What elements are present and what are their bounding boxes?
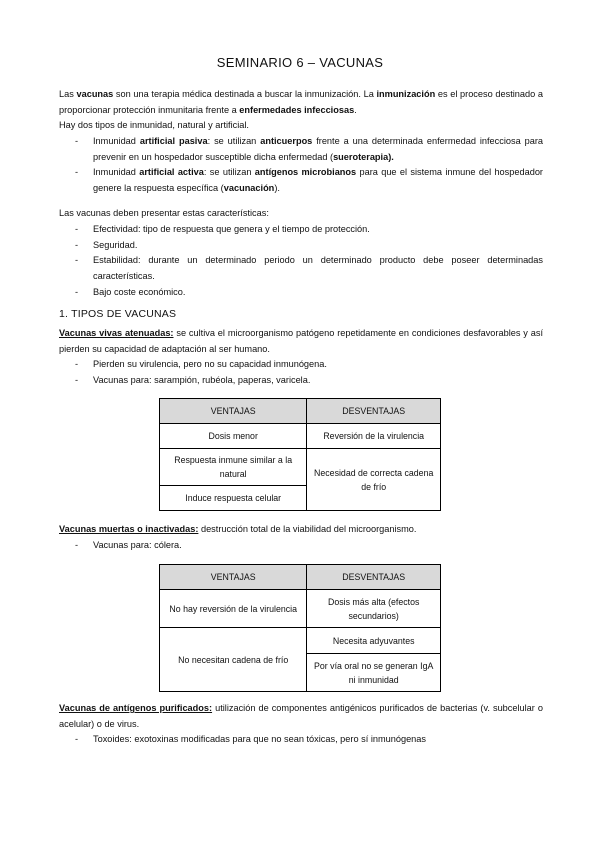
text: Las xyxy=(59,89,77,99)
bullet-dash: - xyxy=(75,540,79,550)
bullet-dash: - xyxy=(75,734,79,744)
section-heading: 1. TIPOS DE VACUNAS xyxy=(59,308,177,320)
text: Inmunidad xyxy=(93,136,140,146)
table-header: DESVENTAJAS xyxy=(307,565,441,590)
bullet-dash: - xyxy=(75,240,79,250)
bold-term: artificial activa xyxy=(139,167,204,177)
text: Inmunidad xyxy=(93,167,140,177)
live-bullet: Vacunas para: sarampión, rubéola, paperas, varicela. xyxy=(93,375,311,385)
bold-term: sueroterapia). xyxy=(333,151,394,162)
text: ). xyxy=(274,182,280,193)
table-cell: Dosis menor xyxy=(160,424,307,449)
table-header: DESVENTAJAS xyxy=(307,399,441,424)
text: para que el sistema inmune del hospedador genere la respuesta específica ( xyxy=(93,167,543,193)
live-vaccines-table xyxy=(159,398,441,511)
table-cell: Necesidad de correcta cadena de frío xyxy=(307,449,441,511)
dead-vaccines-table xyxy=(159,564,441,692)
text: : se utilizan xyxy=(207,136,261,146)
table-header: VENTAJAS xyxy=(160,399,307,424)
text: frente a una determinada enfermedad infecciosa para prevenir en un hospedador susceptible dicha enfermedad ( xyxy=(93,136,544,162)
bullet-dash: - xyxy=(75,287,79,297)
bold-term: enfermedades infecciosas xyxy=(239,104,355,115)
dead-vaccines-paragraph xyxy=(59,522,543,538)
text: : se utilizan xyxy=(203,167,255,177)
table-cell: Induce respuesta celular xyxy=(160,486,307,511)
table-cell: Respuesta inmune similar a la natural xyxy=(160,449,307,486)
bold-term: vacunas xyxy=(76,89,114,99)
bold-term: artificial pasiva xyxy=(139,136,208,146)
characteristic-item: Bajo coste económico. xyxy=(93,287,186,297)
purified-bullet: Toxoides: exotoxinas modificadas para que no sean tóxicas, pero sí inmunógenas xyxy=(93,734,426,744)
bullet-dash: - xyxy=(75,136,79,146)
bold-term: vacunación xyxy=(223,182,275,193)
dead-bullet: Vacunas para: cólera. xyxy=(93,540,182,550)
immunity-types-line: Hay dos tipos de inmunidad, natural y artificial. xyxy=(59,120,249,130)
purified-vaccines-paragraph xyxy=(59,701,543,732)
table-cell: Por vía oral no se generan IgA ni inmunidad xyxy=(307,654,441,692)
text: es el proceso destinado a proporcionar protección inmunitaria frente a xyxy=(59,89,543,115)
bullet-dash: - xyxy=(75,359,79,369)
table-cell: Dosis más alta (efectos secundarios) xyxy=(307,590,441,628)
text: . xyxy=(354,104,357,115)
underlined-term: Vacunas vivas atenuadas: xyxy=(59,328,174,338)
table-cell: Necesita adyuvantes xyxy=(307,628,441,654)
characteristics-intro: Las vacunas deben presentar estas características: xyxy=(59,208,269,218)
page-title: SEMINARIO 6 – VACUNAS xyxy=(216,55,384,70)
table-header: VENTAJAS xyxy=(160,565,307,590)
underlined-term: Vacunas de antígenos purificados: xyxy=(59,703,213,713)
text: son una terapia médica destinada a buscar la inmunización. La xyxy=(113,89,377,99)
characteristic-item: Seguridad. xyxy=(93,240,138,250)
bold-term: anticuerpos xyxy=(260,136,313,146)
bullet-active-immunity xyxy=(93,165,543,196)
live-bullet: Pierden su virulencia, pero no su capacidad inmunógena. xyxy=(93,359,327,369)
table-cell: Reversión de la virulencia xyxy=(307,424,441,449)
bullet-dash: - xyxy=(75,255,79,265)
bullet-dash: - xyxy=(75,224,79,234)
text: utilización de componentes antigénicos purificados de bacterias (v. subcelular o acelular) o de virus. xyxy=(59,703,543,729)
characteristic-item: Estabilidad: durante un determinado periodo un determinado producto debe poseer determinadas características. xyxy=(93,255,543,281)
characteristic-item: Efectividad: tipo de respuesta que genera y el tiempo de protección. xyxy=(93,224,370,234)
text: se cultiva el microorganismo patógeno repetidamente en condiciones desfavorables y así pierden su capacidad de adaptación al ser humano. xyxy=(59,328,543,354)
bold-term: inmunización xyxy=(376,89,436,99)
bullet-passive-immunity xyxy=(93,134,543,165)
bold-term: antígenos microbianos xyxy=(254,167,357,177)
text: destrucción total de la viabilidad del microorganismo. xyxy=(198,524,417,534)
bullet-dash: - xyxy=(75,375,79,385)
bullet-dash: - xyxy=(75,167,79,177)
table-cell: No necesitan cadena de frío xyxy=(160,628,307,692)
table-cell: No hay reversión de la virulencia xyxy=(160,590,307,628)
live-vaccines-paragraph xyxy=(59,326,543,357)
underlined-term: Vacunas muertas o inactivadas: xyxy=(59,524,199,534)
intro-paragraph xyxy=(59,87,543,118)
